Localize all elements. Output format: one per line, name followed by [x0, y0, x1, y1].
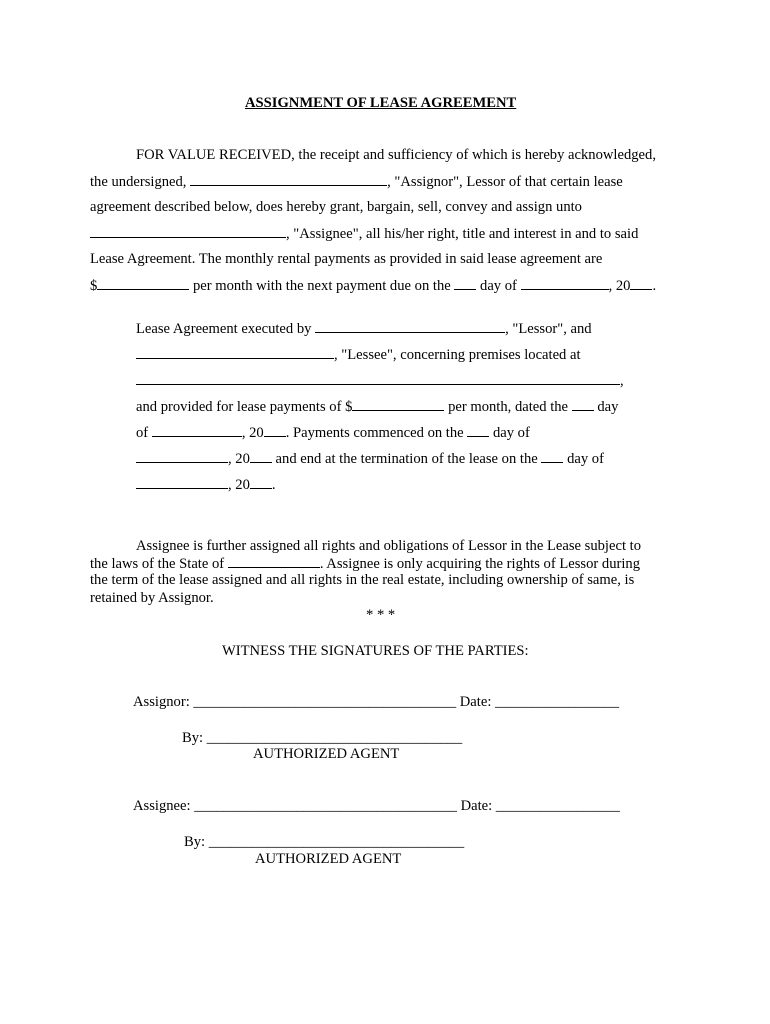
- p1-line-2: [90, 172, 623, 191]
- assignee-authorized-agent-label: AUTHORIZED AGENT: [255, 851, 402, 867]
- text: , 20: [608, 278, 631, 294]
- monthly-rent-blank[interactable]: [97, 276, 189, 290]
- assignee-agent-signature-line[interactable]: ___________________________________: [208, 834, 465, 850]
- text: per month with the next payment due on the: [192, 278, 451, 294]
- assignee-by-row: [184, 833, 464, 851]
- text: Lease Agreement executed by: [136, 321, 312, 337]
- assignor-date-line[interactable]: _________________: [495, 694, 620, 710]
- p1-line-4: [90, 224, 638, 243]
- commenced-year-blank[interactable]: [250, 449, 272, 463]
- text: , "Assignee", all his/her right, title and interest in and to said: [286, 226, 639, 242]
- text: per month, dated the: [448, 399, 569, 415]
- p2-line-2: [136, 345, 581, 364]
- commenced-month-blank[interactable]: [136, 449, 228, 463]
- p2-line-4: [136, 397, 618, 416]
- assignor-label: Assignor:: [133, 694, 190, 710]
- text: , "Lessee", concerning premises located at: [334, 347, 581, 363]
- p2-line-3: [136, 371, 624, 390]
- text: , 20: [241, 425, 264, 441]
- text: day: [597, 399, 619, 415]
- state-blank[interactable]: [228, 554, 320, 568]
- p1-line-5: Lease Agreement. The monthly rental payments as provided in said lease agreement are: [90, 251, 603, 267]
- next-payment-month-blank[interactable]: [521, 276, 609, 290]
- text: of: [136, 425, 149, 441]
- lessee-name-blank[interactable]: [136, 345, 334, 359]
- p3-line-3: the term of the lease assigned and all rights in the real estate, including ownership of same, is: [90, 572, 635, 588]
- p3-line-1: Assignee is further assigned all rights and obligations of Lessor in the Lease subject to: [136, 538, 641, 554]
- end-month-blank[interactable]: [136, 475, 228, 489]
- assignee-date-line[interactable]: _________________: [495, 798, 620, 814]
- assignee-name-blank[interactable]: [90, 224, 286, 238]
- text: $: [90, 278, 98, 294]
- text: day of: [492, 425, 530, 441]
- text: and provided for lease payments of $: [136, 399, 353, 415]
- p2-line-1: [136, 319, 592, 338]
- text: . Payments commenced on the: [285, 425, 464, 441]
- by-label: By:: [182, 730, 204, 746]
- assignor-agent-signature-line[interactable]: ___________________________________: [206, 730, 463, 746]
- section-separator-stars: * * *: [366, 607, 396, 623]
- date-label: Date:: [460, 798, 493, 814]
- assignee-signature-line[interactable]: ____________________________________: [194, 798, 457, 814]
- text: .: [652, 278, 657, 294]
- text: ,: [620, 373, 624, 389]
- text: , "Assignor", Lessor of that certain lease: [387, 174, 623, 190]
- text: the undersigned,: [90, 174, 187, 190]
- p2-line-5: [136, 423, 530, 442]
- text: day of: [480, 278, 517, 294]
- next-payment-day-blank[interactable]: [454, 276, 476, 290]
- assignor-signature-line[interactable]: ____________________________________: [193, 694, 457, 710]
- text: , 20: [228, 477, 250, 493]
- dated-year-blank[interactable]: [264, 423, 286, 437]
- assignee-signature-row: [133, 797, 620, 815]
- text: the laws of the State of: [90, 556, 225, 572]
- lease-payment-amount-blank[interactable]: [352, 397, 444, 411]
- text: .: [271, 477, 276, 493]
- text: , 20: [228, 451, 250, 467]
- commenced-day-blank[interactable]: [467, 423, 489, 437]
- text: . Assignee is only acquiring the rights of Lessor during: [319, 556, 641, 572]
- document-title: ASSIGNMENT OF LEASE AGREEMENT: [245, 95, 517, 111]
- dated-day-blank[interactable]: [572, 397, 594, 411]
- p3-line-4: retained by Assignor.: [90, 590, 214, 606]
- assignor-signature-row: [133, 693, 619, 711]
- assignor-name-blank[interactable]: [190, 172, 387, 186]
- p2-line-7: [136, 475, 276, 494]
- end-day-blank[interactable]: [541, 449, 563, 463]
- text: , "Lessor", and: [505, 321, 592, 337]
- assignor-authorized-agent-label: AUTHORIZED AGENT: [253, 746, 400, 762]
- end-year-blank[interactable]: [250, 475, 272, 489]
- p1-line-6: [90, 276, 656, 295]
- assignee-label: Assignee:: [133, 798, 191, 814]
- lessor-name-blank[interactable]: [315, 319, 505, 333]
- p2-line-6: [136, 449, 604, 468]
- premises-address-blank[interactable]: [136, 371, 620, 385]
- p1-line-1: FOR VALUE RECEIVED, the receipt and sufficiency of which is hereby acknowledged,: [136, 147, 656, 163]
- p1-line-3: agreement described below, does hereby grant, bargain, sell, convey and assign unto: [90, 199, 582, 215]
- witness-heading: WITNESS THE SIGNATURES OF THE PARTIES:: [222, 643, 529, 659]
- by-label: By:: [184, 834, 206, 850]
- next-payment-year-blank[interactable]: [630, 276, 652, 290]
- text: day of: [567, 451, 604, 467]
- date-label: Date:: [459, 694, 492, 710]
- text: and end at the termination of the lease on the: [275, 451, 538, 467]
- dated-month-blank[interactable]: [152, 423, 242, 437]
